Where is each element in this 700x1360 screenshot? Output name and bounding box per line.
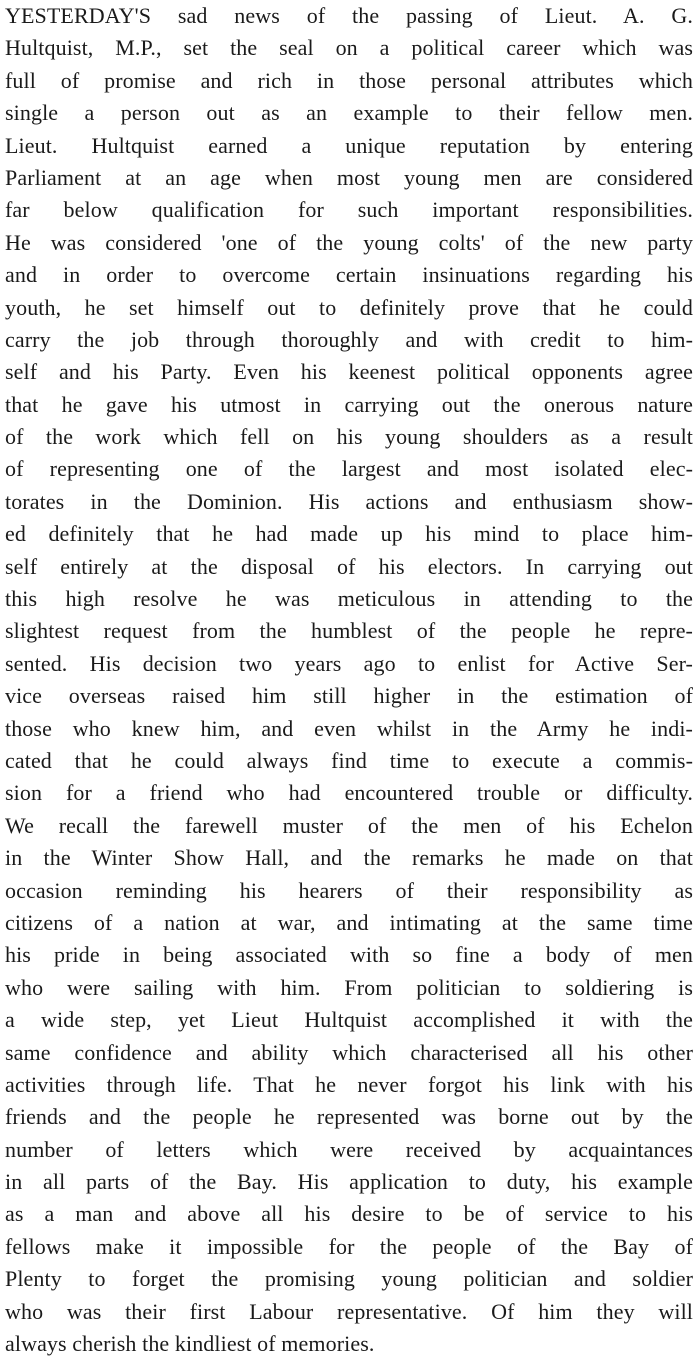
text-line: Hultquist, M.P., set the seal on a political career which was (5, 35, 693, 61)
text-line: fellows make it impossible for the people of the Bay of (5, 1233, 693, 1259)
text-line: who were sailing with him. From politician to soldiering is (5, 974, 693, 1000)
text-line: that he gave his utmost in carrying out the onerous nature (5, 391, 693, 417)
text-line: citizens of a nation at war, and intimating at the same time (5, 909, 693, 935)
text-line: slightest request from the humblest of the people he repre- (5, 618, 693, 644)
text-line: in all parts of the Bay. His application to duty, his example (5, 1169, 693, 1195)
text-line: He was considered 'one of the young colts' of the new party (5, 229, 693, 255)
text-line: youth, he set himself out to definitely prove that he could (5, 294, 693, 320)
text-line: ed definitely that he had made up his mind to place him- (5, 521, 693, 547)
text-line: self entirely at the disposal of his electors. In carrying out (5, 553, 693, 579)
text-line: same confidence and ability which characterised all his other (5, 1039, 693, 1065)
text-line: of the work which fell on his young shoulders as a result (5, 424, 693, 450)
text-line: as a man and above all his desire to be of service to his (5, 1201, 693, 1227)
text-line: carry the job through thoroughly and with credit to him- (5, 326, 693, 352)
text-line: friends and the people he represented was borne out by the (5, 1104, 693, 1130)
text-line: and in order to overcome certain insinuations regarding his (5, 262, 693, 288)
text-line: occasion reminding his hearers of their responsibility as (5, 877, 693, 903)
text-line: his pride in being associated with so fine a body of men (5, 942, 693, 968)
text-line: sented. His decision two years ago to enlist for Active Ser- (5, 650, 693, 676)
text-line: those who knew him, and even whilst in the Army he indi- (5, 715, 693, 741)
text-line: in the Winter Show Hall, and the remarks he made on that (5, 845, 693, 871)
text-line: number of letters which were received by acquaintances (5, 1136, 693, 1162)
text-line: of representing one of the largest and most isolated elec- (5, 456, 693, 482)
text-line: always cherish the kindliest of memories. (5, 1331, 375, 1357)
article-body (5, 0, 693, 1360)
text-line: Lieut. Hultquist earned a unique reputation by entering (5, 132, 693, 158)
text-line: this high resolve he was meticulous in attending to the (5, 586, 693, 612)
text-line: vice overseas raised him still higher in the estimation of (5, 683, 693, 709)
text-line: Parliament at an age when most young men are considered (5, 164, 693, 190)
text-line: a wide step, yet Lieut Hultquist accomplished it with the (5, 1007, 693, 1033)
text-line: We recall the farewell muster of the men of his Echelon (5, 812, 693, 838)
text-line: sion for a friend who had encountered trouble or difficulty. (5, 780, 693, 806)
text-line: torates in the Dominion. His actions and enthusiasm show- (5, 488, 693, 514)
text-line: cated that he could always find time to execute a commis- (5, 747, 693, 773)
text-line: who was their first Labour representative. Of him they will (5, 1298, 693, 1324)
text-line: self and his Party. Even his keenest political opponents agree (5, 359, 693, 385)
text-line: activities through life. That he never forgot his link with his (5, 1071, 693, 1097)
text-line: YESTERDAY'S sad news of the passing of Lieut. A. G. (5, 3, 693, 28)
text-line: single a person out as an example to their fellow men. (5, 100, 693, 126)
text-line: Plenty to forget the promising young politician and soldier (5, 1266, 693, 1292)
text-line: far below qualification for such important responsibilities. (5, 197, 693, 223)
text-line: full of promise and rich in those personal attributes which (5, 67, 693, 93)
